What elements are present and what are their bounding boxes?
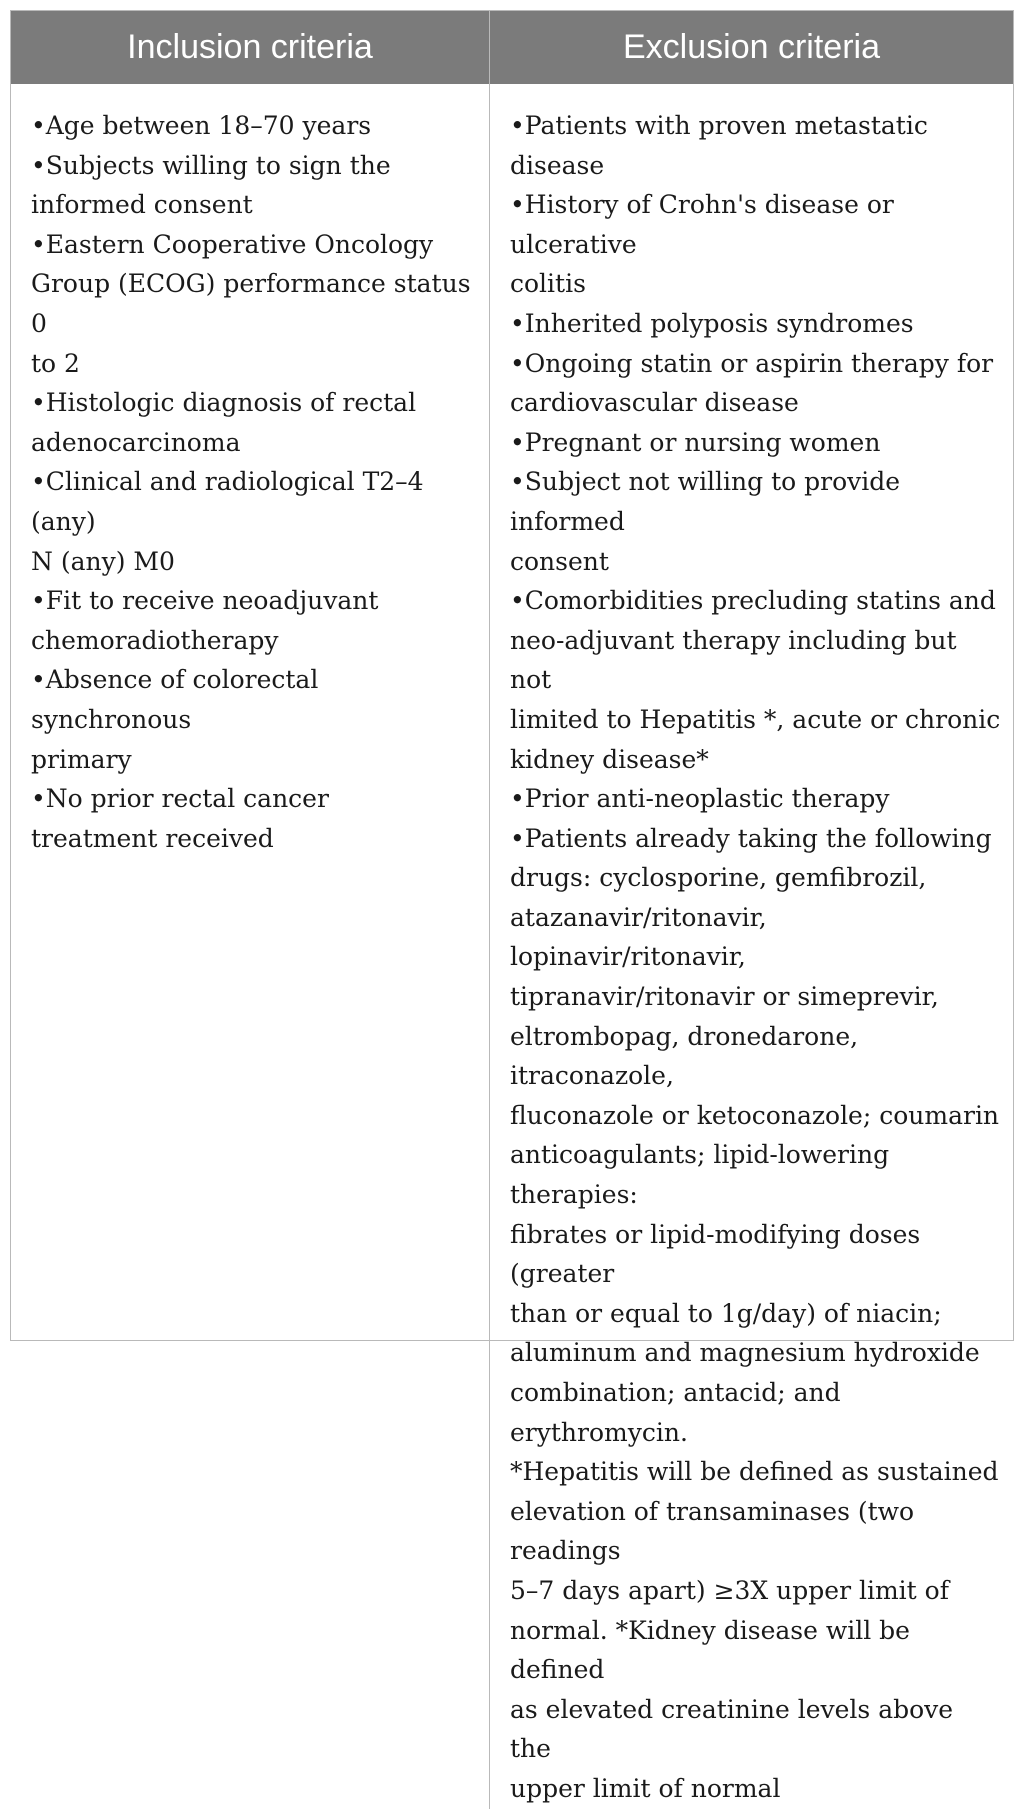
inclusion-item: •Histologic diagnosis of rectal adenocarcinoma [31,388,417,457]
exclusion-item: •Comorbidities precluding statins and neo-adjuvant therapy including but not limited to Hepatitis *, acute or chronic kidney disease* [510,586,1001,774]
inclusion-header: Inclusion criteria [11,11,490,84]
inclusion-item: •Eastern Cooperative Oncology Group (ECOG) performance status 0 to 2 [31,229,471,378]
inclusion-item: •Subjects willing to sign the informed consent [31,150,391,220]
exclusion-item: •Prior anti-neoplastic therapy [510,784,890,814]
exclusion-item: •Subject not willing to provide informed consent [510,467,901,576]
exclusion-header: Exclusion criteria [490,11,1013,84]
inclusion-item: •Age between 18–70 years [31,111,372,140]
inclusion-item: •Clinical and radiological T2–4 (any) N (any) M0 [31,467,424,576]
exclusion-item: •Patients already taking the following drugs: cyclosporine, gemfibrozil, atazanavir/ritonavir, lopinavir/ritonavir, tipranavir/ritonavir or simeprevir, eltrombopag, dronedarone, itraconazole, fluconazole or ketoconazole; coumarin anticoagulants; lipid-lowering therapies: fibrates or lipid-modifying doses (greater than or equal to 1g/day) of niacin; aluminum and magnesium hydroxide combination; antacid; and erythromycin. *Hepatitis will be defined as sustained elevation of transaminases (two readings 5–7 days apart) ≥3X upper limit of normal. *Kidney disease will be defined as elevated creatinine levels above the upper limit of normal [510,823,1000,1803]
exclusion-item: •Pregnant or nursing women [510,427,881,457]
inclusion-item: •Absence of colorectal synchronous primary [31,665,319,774]
exclusion-item: •Inherited polyposis syndromes [510,308,914,338]
exclusion-item: •Patients with proven metastatic disease [510,111,928,180]
exclusion-item: •History of Crohn's disease or ulcerative colitis [510,190,894,299]
inclusion-item: •Fit to receive neoadjuvant chemoradiotherapy [31,586,379,655]
inclusion-cell [11,84,490,1809]
criteria-table [10,10,1014,1803]
inclusion-item: •No prior rectal cancer treatment received [31,784,329,853]
exclusion-cell [490,84,1013,1809]
exclusion-item: •Ongoing statin or aspirin therapy for cardiovascular disease [510,348,994,418]
